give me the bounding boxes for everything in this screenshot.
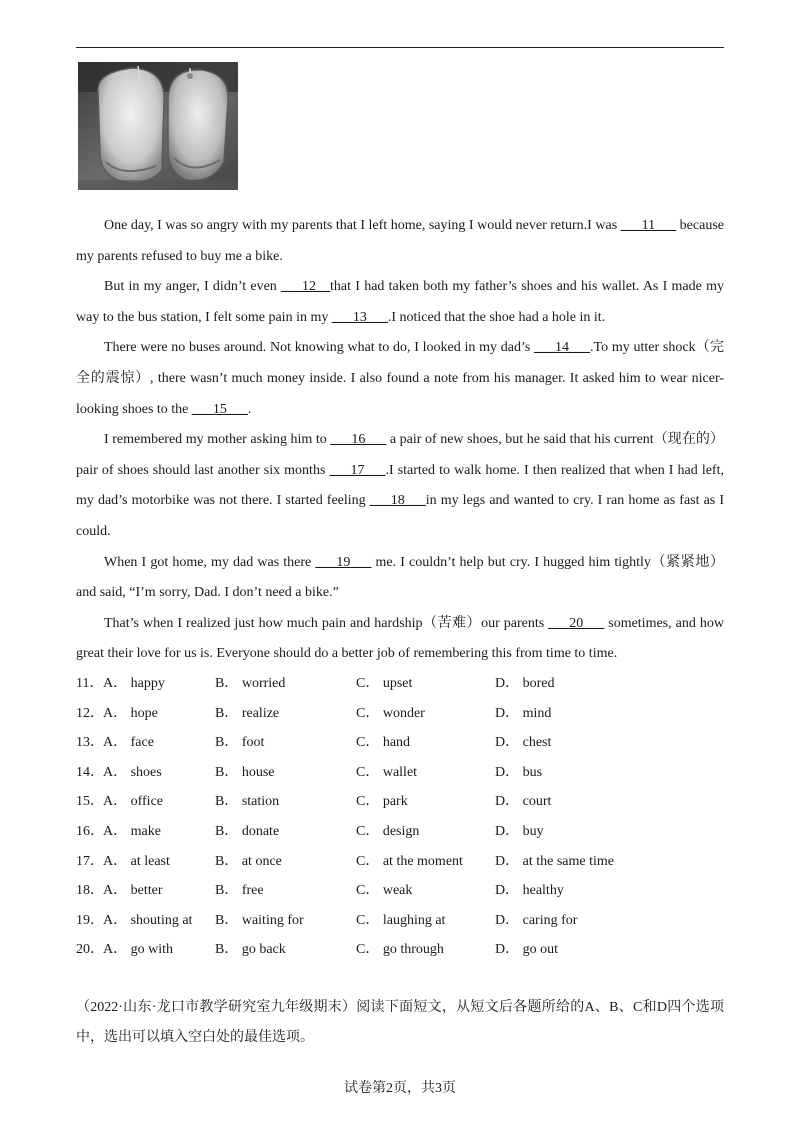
text: . (247, 401, 252, 417)
text: in my legs and wanted to cry. I ran home as fast as I could. (76, 493, 724, 539)
paragraph (76, 548, 724, 609)
blank-14: ___14___ (534, 340, 591, 356)
paragraph (76, 425, 724, 547)
option-b: B． foot (215, 735, 265, 751)
header-rule (76, 47, 724, 48)
question-row (76, 906, 724, 936)
blank-15: ___15___ (191, 401, 248, 417)
worn-shoes-photo (78, 62, 238, 190)
option-a: A． happy (103, 676, 165, 691)
option-d: D． buy (495, 823, 544, 839)
option-d: D． chest (495, 735, 552, 751)
option-c: C． wonder (356, 705, 425, 721)
question-number: 16． (76, 823, 104, 839)
question-number: 13． (76, 735, 104, 751)
option-a: A． hope (103, 705, 158, 721)
text: because my parents refused to buy me a bike. (76, 218, 724, 264)
blank-11: ___11___ (620, 218, 677, 233)
option-a: A． better (103, 883, 163, 899)
option-b: B． donate (215, 823, 280, 839)
blank-12: ___12__ (281, 279, 331, 295)
option-c: C． design (356, 823, 420, 839)
blank-19: ___19___ (315, 554, 372, 570)
option-c: C． upset (356, 676, 413, 691)
paragraph (76, 333, 724, 425)
question-row (76, 876, 724, 906)
question-number: 15． (76, 794, 104, 810)
cloze-passage (76, 211, 724, 670)
option-b: B． at once (215, 853, 282, 869)
option-c: C． wallet (356, 764, 418, 780)
option-c: C． at the moment (356, 853, 463, 869)
option-c: C． park (356, 794, 408, 810)
option-d: D． go out (495, 942, 558, 958)
option-b: B． waiting for (215, 912, 304, 928)
option-c: C． weak (356, 883, 413, 899)
question-row (76, 728, 724, 758)
text: me. I couldn’t help but cry. I hugged him tightly（紧紧地）and said, “I’m sorry, Dad. I don’t need a bike.” (76, 554, 724, 601)
page-footer: 试卷第2页，共3页 (344, 1081, 456, 1096)
option-d: D． healthy (495, 883, 564, 899)
text: I remembered my mother asking him to (104, 432, 331, 448)
text: That’s when I realized just how much pain and hardship（苦难）our parents (104, 615, 549, 631)
blank-18: ___18___ (369, 493, 426, 509)
question-number: 18． (76, 883, 104, 899)
question-row (76, 935, 724, 965)
option-b: B． worried (215, 676, 286, 691)
answer-options (76, 669, 724, 965)
blank-17: ___17___ (329, 462, 386, 478)
question-number: 11． (76, 676, 104, 691)
next-section-instructions: （2022·山东·龙口市教学研究室九年级期末）阅读下面短文，从短文后各题所给的A、B、C和D四个选项中，选出可以填入空白处的最佳选项。 (76, 1000, 724, 1045)
option-d: D． bored (495, 676, 555, 691)
option-b: B． house (215, 764, 275, 780)
option-b: B． station (215, 794, 280, 810)
option-c: C． go through (356, 942, 444, 958)
blank-16: ___16___ (330, 432, 387, 448)
text: .To my utter shock（完全的震惊）, there wasn’t much money inside. I also found a note from his manager. It asked him to wear nicer-looking shoes to the (76, 340, 724, 417)
question-row (76, 669, 724, 699)
option-c: C． hand (356, 735, 411, 751)
text: that I had taken both my father’s shoes and his wallet. As I made my way to the bus station, I felt some pain in my (76, 279, 724, 325)
paragraph (76, 211, 724, 272)
option-d: D． caring for (495, 912, 578, 928)
question-row (76, 758, 724, 788)
option-a: A． face (103, 735, 154, 751)
question-number: 12． (76, 705, 104, 721)
question-row (76, 817, 724, 847)
text: sometimes, and how great their love for us is. Everyone should do a better job of remembering this from time to time. (76, 615, 724, 662)
option-b: B． go back (215, 942, 286, 958)
text: There were no buses around. Not knowing what to do, I looked in my dad’s (104, 340, 535, 356)
text: But in my anger, I didn’t even (104, 279, 282, 295)
question-number: 19． (76, 912, 104, 928)
paragraph (76, 609, 724, 670)
question-row (76, 847, 724, 877)
option-a: A． shoes (103, 764, 162, 780)
option-a: A． at least (103, 853, 170, 869)
text: a pair of new shoes, but he said that his current（现在的）pair of shoes should last another six months (76, 432, 724, 478)
option-d: D． bus (495, 764, 543, 780)
option-d: D． at the same time (495, 853, 614, 869)
paragraph (76, 272, 724, 333)
question-number: 20． (76, 942, 104, 958)
blank-20: ___20___ (548, 615, 605, 631)
blank-13: ___13___ (331, 309, 388, 325)
option-a: A． make (103, 823, 161, 839)
option-d: D． court (495, 794, 552, 810)
question-row (76, 699, 724, 729)
question-number: 14． (76, 764, 104, 780)
option-a: A． go with (103, 942, 173, 958)
option-b: B． realize (215, 705, 280, 721)
option-c: C． laughing at (356, 912, 446, 928)
question-row (76, 787, 724, 817)
option-d: D． mind (495, 705, 552, 721)
option-a: A． office (103, 794, 163, 810)
question-number: 17． (76, 853, 104, 869)
text: .I started to walk home. I then realized that when I had left, my dad’s motorbike was not there. I started feeling (76, 462, 724, 509)
text: When I got home, my dad was there (104, 554, 316, 570)
option-b: B． free (215, 883, 264, 899)
text: .I noticed that the shoe had a hole in it. (387, 309, 606, 325)
text: One day, I was so angry with my parents that I left home, saying I would never return.I was (104, 218, 621, 233)
option-a: A． shouting at (103, 912, 193, 928)
